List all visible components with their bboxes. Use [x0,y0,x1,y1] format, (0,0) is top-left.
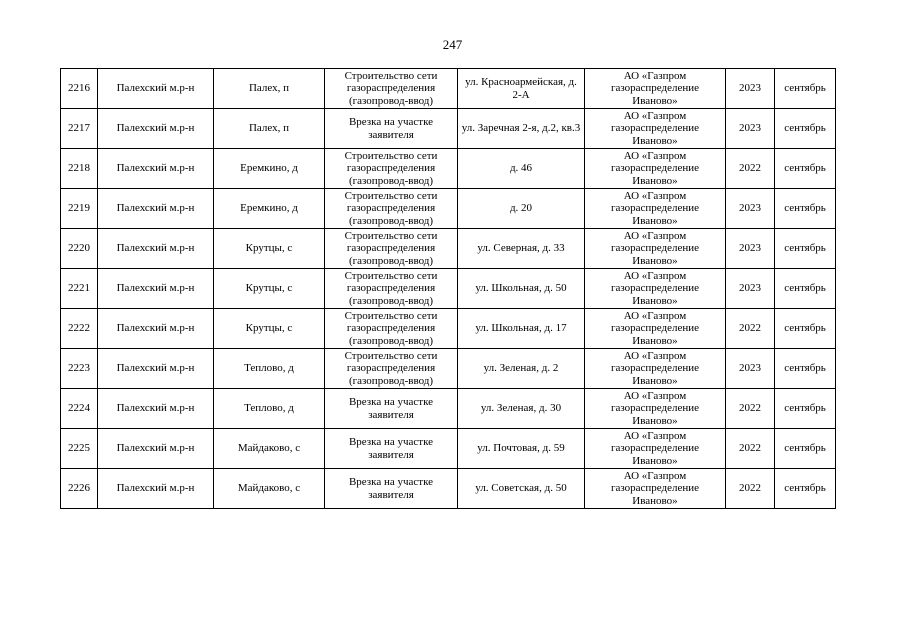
organization-cell: АО «Газпром газораспределение Иваново» [585,309,726,349]
organization-cell: АО «Газпром газораспределение Иваново» [585,109,726,149]
organization-cell: АО «Газпром газораспределение Иваново» [585,69,726,109]
table-row [61,229,836,269]
organization-cell: АО «Газпром газораспределение Иваново» [585,349,726,389]
district-cell: Палехский м.р-н [98,429,214,469]
year-cell: 2022 [726,429,775,469]
district-cell: Палехский м.р-н [98,309,214,349]
address-cell: ул. Зеленая, д. 30 [458,389,585,429]
locality-cell: Теплово, д [214,349,325,389]
address-cell: д. 46 [458,149,585,189]
year-cell: 2023 [726,189,775,229]
address-cell: ул. Красноармейская, д. 2-А [458,69,585,109]
organization-cell: АО «Газпром газораспределение Иваново» [585,429,726,469]
address-cell: ул. Советская, д. 50 [458,469,585,509]
district-cell: Палехский м.р-н [98,389,214,429]
district-cell: Палехский м.р-н [98,269,214,309]
work-type-cell: Врезка на участке заявителя [325,429,458,469]
locality-cell: Майдаково, с [214,429,325,469]
address-cell: ул. Северная, д. 33 [458,229,585,269]
month-cell: сентябрь [775,429,836,469]
district-cell: Палехский м.р-н [98,469,214,509]
row-number-cell: 2223 [61,349,98,389]
table-row [61,189,836,229]
work-type-cell: Строительство сети газораспределения (газопровод-ввод) [325,309,458,349]
address-cell: д. 20 [458,189,585,229]
locality-cell: Палех, п [214,109,325,149]
year-cell: 2023 [726,229,775,269]
gas-connection-table [60,68,836,509]
work-type-cell: Врезка на участке заявителя [325,109,458,149]
table-row [61,429,836,469]
year-cell: 2022 [726,389,775,429]
locality-cell: Крутцы, с [214,229,325,269]
work-type-cell: Врезка на участке заявителя [325,389,458,429]
year-cell: 2023 [726,69,775,109]
address-cell: ул. Зеленая, д. 2 [458,349,585,389]
month-cell: сентябрь [775,109,836,149]
organization-cell: АО «Газпром газораспределение Иваново» [585,269,726,309]
month-cell: сентябрь [775,389,836,429]
row-number-cell: 2221 [61,269,98,309]
row-number-cell: 2222 [61,309,98,349]
work-type-cell: Строительство сети газораспределения (газопровод-ввод) [325,349,458,389]
address-cell: ул. Школьная, д. 17 [458,309,585,349]
locality-cell: Палех, п [214,69,325,109]
table-row [61,69,836,109]
table-row [61,149,836,189]
district-cell: Палехский м.р-н [98,229,214,269]
district-cell: Палехский м.р-н [98,189,214,229]
locality-cell: Майдаково, с [214,469,325,509]
table-row [61,389,836,429]
organization-cell: АО «Газпром газораспределение Иваново» [585,149,726,189]
table-row [61,349,836,389]
table-row [61,269,836,309]
work-type-cell: Строительство сети газораспределения (газопровод-ввод) [325,69,458,109]
district-cell: Палехский м.р-н [98,349,214,389]
district-cell: Палехский м.р-н [98,149,214,189]
row-number-cell: 2226 [61,469,98,509]
district-cell: Палехский м.р-н [98,109,214,149]
row-number-cell: 2220 [61,229,98,269]
organization-cell: АО «Газпром газораспределение Иваново» [585,229,726,269]
row-number-cell: 2224 [61,389,98,429]
month-cell: сентябрь [775,309,836,349]
row-number-cell: 2216 [61,69,98,109]
table-row [61,109,836,149]
row-number-cell: 2218 [61,149,98,189]
table-row [61,309,836,349]
year-cell: 2022 [726,149,775,189]
work-type-cell: Строительство сети газораспределения (газопровод-ввод) [325,269,458,309]
month-cell: сентябрь [775,269,836,309]
locality-cell: Еремкино, д [214,189,325,229]
year-cell: 2023 [726,109,775,149]
month-cell: сентябрь [775,349,836,389]
year-cell: 2022 [726,469,775,509]
district-cell: Палехский м.р-н [98,69,214,109]
month-cell: сентябрь [775,149,836,189]
month-cell: сентябрь [775,189,836,229]
address-cell: ул. Заречная 2-я, д.2, кв.3 [458,109,585,149]
year-cell: 2023 [726,269,775,309]
locality-cell: Крутцы, с [214,269,325,309]
address-cell: ул. Школьная, д. 50 [458,269,585,309]
row-number-cell: 2217 [61,109,98,149]
work-type-cell: Строительство сети газораспределения (газопровод-ввод) [325,189,458,229]
organization-cell: АО «Газпром газораспределение Иваново» [585,189,726,229]
year-cell: 2022 [726,309,775,349]
month-cell: сентябрь [775,69,836,109]
table-row [61,469,836,509]
row-number-cell: 2219 [61,189,98,229]
year-cell: 2023 [726,349,775,389]
month-cell: сентябрь [775,469,836,509]
row-number-cell: 2225 [61,429,98,469]
work-type-cell: Врезка на участке заявителя [325,469,458,509]
locality-cell: Теплово, д [214,389,325,429]
page-number: 247 [442,37,463,52]
address-cell: ул. Почтовая, д. 59 [458,429,585,469]
work-type-cell: Строительство сети газораспределения (газопровод-ввод) [325,149,458,189]
organization-cell: АО «Газпром газораспределение Иваново» [585,469,726,509]
locality-cell: Крутцы, с [214,309,325,349]
locality-cell: Еремкино, д [214,149,325,189]
organization-cell: АО «Газпром газораспределение Иваново» [585,389,726,429]
month-cell: сентябрь [775,229,836,269]
work-type-cell: Строительство сети газораспределения (газопровод-ввод) [325,229,458,269]
